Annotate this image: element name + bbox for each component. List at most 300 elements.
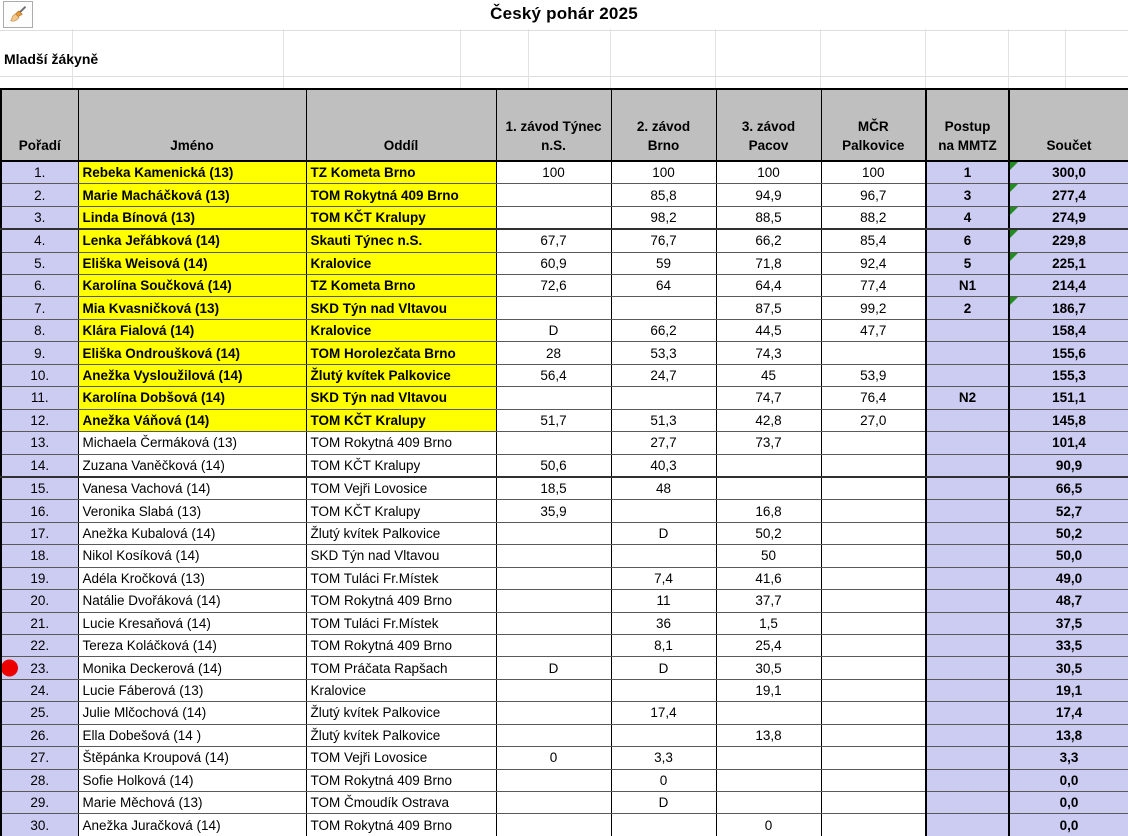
table-row xyxy=(1,500,1128,522)
table-row xyxy=(1,454,1128,477)
cell-name[interactable]: Eliška Weisová (14) xyxy=(78,252,306,274)
cell-postup[interactable]: N2 xyxy=(926,387,1009,409)
cell-postup[interactable] xyxy=(926,679,1009,701)
cell-total[interactable]: 37,5 xyxy=(1009,612,1128,634)
cell-race3[interactable] xyxy=(716,792,821,814)
cell-race3[interactable]: 50 xyxy=(716,545,821,567)
cell-postup[interactable]: 2 xyxy=(926,297,1009,319)
red-dot-icon xyxy=(1,660,18,677)
cell-mcr[interactable]: 92,4 xyxy=(821,252,926,274)
cell-mcr[interactable] xyxy=(821,590,926,612)
cell-club[interactable]: TOM KČT Kralupy xyxy=(306,500,496,522)
cell-name[interactable]: Karolína Dobšová (14) xyxy=(78,387,306,409)
cell-race3[interactable] xyxy=(716,769,821,791)
cell-race3[interactable]: 37,7 xyxy=(716,590,821,612)
cell-total[interactable]: 158,4 xyxy=(1009,319,1128,341)
cell-race3[interactable]: 66,2 xyxy=(716,229,821,252)
cell-race1[interactable]: 60,9 xyxy=(496,252,611,274)
cell-postup[interactable] xyxy=(926,567,1009,589)
cell-race2[interactable]: 0 xyxy=(611,769,716,791)
cell-rank[interactable]: 27. xyxy=(1,747,78,769)
cell-club[interactable]: Žlutý kvítek Palkovice xyxy=(306,522,496,544)
cell-mcr[interactable] xyxy=(821,724,926,746)
cell-rank[interactable]: 9. xyxy=(1,342,78,364)
cell-race2[interactable]: D xyxy=(611,657,716,679)
cell-mcr[interactable] xyxy=(821,454,926,477)
cell-race2[interactable]: 7,4 xyxy=(611,567,716,589)
cell-rank[interactable]: 21. xyxy=(1,612,78,634)
cell-club[interactable]: TZ Kometa Brno xyxy=(306,161,496,184)
cell-race3[interactable]: 41,6 xyxy=(716,567,821,589)
cell-race3[interactable] xyxy=(716,747,821,769)
cell-race2[interactable]: D xyxy=(611,792,716,814)
cell-race1[interactable] xyxy=(496,634,611,656)
cell-total[interactable]: 49,0 xyxy=(1009,567,1128,589)
column-header-oddil[interactable]: Oddíl xyxy=(306,89,496,161)
cell-name[interactable]: Anežka Vysloužilová (14) xyxy=(78,364,306,386)
cell-rank[interactable]: 24. xyxy=(1,679,78,701)
cell-race3[interactable]: 16,8 xyxy=(716,500,821,522)
cell-name[interactable]: Anežka Juračková (14) xyxy=(78,814,306,836)
cell-race1[interactable] xyxy=(496,297,611,319)
cell-race3[interactable] xyxy=(716,702,821,724)
cell-race2[interactable]: 40,3 xyxy=(611,454,716,477)
cell-rank[interactable]: 16. xyxy=(1,500,78,522)
cell-rank[interactable]: 1. xyxy=(1,161,78,184)
cell-club[interactable]: TOM KČT Kralupy xyxy=(306,206,496,229)
cell-mcr[interactable] xyxy=(821,567,926,589)
cell-mcr[interactable] xyxy=(821,500,926,522)
cell-total[interactable]: 101,4 xyxy=(1009,432,1128,454)
cell-total[interactable]: 151,1 xyxy=(1009,387,1128,409)
cell-mcr[interactable]: 27,0 xyxy=(821,409,926,431)
cell-race1[interactable]: 72,6 xyxy=(496,275,611,297)
cell-name[interactable]: Anežka Kubalová (14) xyxy=(78,522,306,544)
cell-race1[interactable] xyxy=(496,206,611,229)
cell-race3[interactable]: 88,5 xyxy=(716,206,821,229)
table-row xyxy=(1,342,1128,364)
cell-club[interactable]: Žlutý kvítek Palkovice xyxy=(306,364,496,386)
cell-postup[interactable] xyxy=(926,409,1009,431)
column-header-soucet[interactable]: Součet xyxy=(1009,89,1128,161)
cell-race1[interactable] xyxy=(496,702,611,724)
cell-race3[interactable]: 87,5 xyxy=(716,297,821,319)
cell-rank[interactable]: 26. xyxy=(1,724,78,746)
cell-postup[interactable] xyxy=(926,702,1009,724)
sheet-top-area xyxy=(0,0,1128,88)
cell-race2[interactable]: 98,2 xyxy=(611,206,716,229)
cell-postup[interactable]: N1 xyxy=(926,275,1009,297)
column-header-zavod2[interactable]: 2. závod Brno xyxy=(611,89,716,161)
cell-race1[interactable]: D xyxy=(496,657,611,679)
cell-club[interactable]: TOM Tuláci Fr.Místek xyxy=(306,612,496,634)
column-header-zavod1[interactable]: 1. závod Týnec n.S. xyxy=(496,89,611,161)
cell-race3[interactable]: 71,8 xyxy=(716,252,821,274)
cell-race2[interactable] xyxy=(611,724,716,746)
cell-postup[interactable]: 6 xyxy=(926,229,1009,252)
cell-name[interactable]: Julie Mlčochová (14) xyxy=(78,702,306,724)
cell-name[interactable]: Marie Macháčková (13) xyxy=(78,184,306,206)
cell-race3[interactable]: 50,2 xyxy=(716,522,821,544)
cell-postup[interactable] xyxy=(926,792,1009,814)
cell-mcr[interactable] xyxy=(821,522,926,544)
cell-race3[interactable]: 73,7 xyxy=(716,432,821,454)
cell-name[interactable]: Lucie Kresaňová (14) xyxy=(78,612,306,634)
cell-total[interactable]: 145,8 xyxy=(1009,409,1128,431)
cell-postup[interactable] xyxy=(926,590,1009,612)
cell-total[interactable]: 274,9 xyxy=(1009,206,1128,229)
cell-race2[interactable]: 27,7 xyxy=(611,432,716,454)
cell-rank[interactable]: 17. xyxy=(1,522,78,544)
cell-postup[interactable] xyxy=(926,634,1009,656)
cell-club[interactable]: TOM Rokytná 409 Brno xyxy=(306,432,496,454)
cell-race2[interactable]: 76,7 xyxy=(611,229,716,252)
cell-race1[interactable] xyxy=(496,814,611,836)
cell-race2[interactable]: 85,8 xyxy=(611,184,716,206)
cell-postup[interactable] xyxy=(926,657,1009,679)
cell-race1[interactable] xyxy=(496,567,611,589)
cell-postup[interactable] xyxy=(926,612,1009,634)
cell-postup[interactable]: 4 xyxy=(926,206,1009,229)
cell-race1[interactable] xyxy=(496,590,611,612)
cell-name[interactable]: Eliška Ondroušková (14) xyxy=(78,342,306,364)
cell-mcr[interactable] xyxy=(821,702,926,724)
cell-name[interactable]: Lenka Jeřábková (14) xyxy=(78,229,306,252)
cell-race1[interactable]: 35,9 xyxy=(496,500,611,522)
cell-race2[interactable]: 100 xyxy=(611,161,716,184)
cell-rank[interactable]: 7. xyxy=(1,297,78,319)
cell-race3[interactable]: 1,5 xyxy=(716,612,821,634)
cell-total[interactable]: 229,8 xyxy=(1009,229,1128,252)
cell-race1[interactable]: 100 xyxy=(496,161,611,184)
cell-race3[interactable]: 42,8 xyxy=(716,409,821,431)
cell-race2[interactable]: 59 xyxy=(611,252,716,274)
cell-name[interactable]: Ella Dobešová (14 ) xyxy=(78,724,306,746)
cell-race2[interactable]: 17,4 xyxy=(611,702,716,724)
cell-name[interactable]: Sofie Holková (14) xyxy=(78,769,306,791)
cell-race2[interactable]: 48 xyxy=(611,477,716,500)
cell-total[interactable]: 66,5 xyxy=(1009,477,1128,500)
cell-race3[interactable]: 13,8 xyxy=(716,724,821,746)
cell-rank[interactable]: 6. xyxy=(1,275,78,297)
cell-name[interactable]: Natálie Dvořáková (14) xyxy=(78,590,306,612)
cell-club[interactable]: TOM Vejři Lovosice xyxy=(306,477,496,500)
cell-rank[interactable]: 2. xyxy=(1,184,78,206)
cell-postup[interactable]: 5 xyxy=(926,252,1009,274)
cell-club[interactable]: Žlutý kvítek Palkovice xyxy=(306,702,496,724)
cell-mcr[interactable]: 88,2 xyxy=(821,206,926,229)
cell-total[interactable]: 0,0 xyxy=(1009,792,1128,814)
cell-club[interactable]: TOM Rokytná 409 Brno xyxy=(306,590,496,612)
cell-total[interactable]: 50,0 xyxy=(1009,545,1128,567)
cell-race3[interactable] xyxy=(716,454,821,477)
cell-club[interactable]: Žlutý kvítek Palkovice xyxy=(306,724,496,746)
column-header-mcr[interactable]: MČR Palkovice xyxy=(821,89,926,161)
cell-race3[interactable]: 44,5 xyxy=(716,319,821,341)
cell-name[interactable]: Lucie Fáberová (13) xyxy=(78,679,306,701)
cell-total[interactable]: 50,2 xyxy=(1009,522,1128,544)
cell-race1[interactable] xyxy=(496,769,611,791)
cell-race2[interactable]: 36 xyxy=(611,612,716,634)
column-header-postup[interactable]: Postup na MMTZ xyxy=(926,89,1009,161)
cell-race1[interactable] xyxy=(496,792,611,814)
cell-postup[interactable] xyxy=(926,545,1009,567)
cell-race1[interactable]: 18,5 xyxy=(496,477,611,500)
cell-postup[interactable] xyxy=(926,364,1009,386)
cell-club[interactable]: Skauti Týnec n.S. xyxy=(306,229,496,252)
cell-race1[interactable] xyxy=(496,184,611,206)
cell-name[interactable]: Adéla Kročková (13) xyxy=(78,567,306,589)
cell-name[interactable]: Klára Fialová (14) xyxy=(78,319,306,341)
cell-race1[interactable] xyxy=(496,612,611,634)
cell-race2[interactable]: 51,3 xyxy=(611,409,716,431)
gridline xyxy=(610,29,611,88)
cell-race2[interactable] xyxy=(611,297,716,319)
cell-race2[interactable] xyxy=(611,387,716,409)
cell-postup[interactable]: 1 xyxy=(926,161,1009,184)
table-row xyxy=(1,252,1128,274)
cell-total[interactable]: 155,6 xyxy=(1009,342,1128,364)
cell-rank[interactable]: 30. xyxy=(1,814,78,836)
cell-race3[interactable]: 94,9 xyxy=(716,184,821,206)
cell-postup[interactable] xyxy=(926,477,1009,500)
cell-name[interactable]: Rebeka Kamenická (13) xyxy=(78,161,306,184)
cell-mcr[interactable] xyxy=(821,814,926,836)
cell-race1[interactable] xyxy=(496,679,611,701)
cell-mcr[interactable] xyxy=(821,679,926,701)
cell-total[interactable]: 13,8 xyxy=(1009,724,1128,746)
cell-rank[interactable]: 20. xyxy=(1,590,78,612)
cell-mcr[interactable] xyxy=(821,612,926,634)
cell-mcr[interactable]: 53,9 xyxy=(821,364,926,386)
table-row xyxy=(1,275,1128,297)
cell-postup[interactable] xyxy=(926,454,1009,477)
cell-race2[interactable]: 3,3 xyxy=(611,747,716,769)
cell-postup[interactable]: 3 xyxy=(926,184,1009,206)
cell-mcr[interactable] xyxy=(821,432,926,454)
cell-total[interactable]: 19,1 xyxy=(1009,679,1128,701)
cell-total[interactable]: 17,4 xyxy=(1009,702,1128,724)
cell-rank[interactable]: 4. xyxy=(1,229,78,252)
error-triangle-icon xyxy=(1010,230,1018,238)
cell-postup[interactable] xyxy=(926,814,1009,836)
cell-race3[interactable]: 74,3 xyxy=(716,342,821,364)
cell-race2[interactable]: 24,7 xyxy=(611,364,716,386)
cell-rank[interactable]: 22. xyxy=(1,634,78,656)
cell-mcr[interactable] xyxy=(821,769,926,791)
cell-name[interactable]: Karolína Součková (14) xyxy=(78,275,306,297)
cell-name[interactable]: Nikol Kosíková (14) xyxy=(78,545,306,567)
cell-club[interactable]: TOM Práčata Rapšach xyxy=(306,657,496,679)
cell-race3[interactable]: 45 xyxy=(716,364,821,386)
cell-rank[interactable]: 8. xyxy=(1,319,78,341)
table-row xyxy=(1,522,1128,544)
cell-race1[interactable]: 50,6 xyxy=(496,454,611,477)
cell-rank[interactable]: 18. xyxy=(1,545,78,567)
cell-race1[interactable]: D xyxy=(496,319,611,341)
cell-race2[interactable] xyxy=(611,545,716,567)
cell-postup[interactable] xyxy=(926,747,1009,769)
cell-club[interactable]: Kralovice xyxy=(306,679,496,701)
cell-rank[interactable]: 12. xyxy=(1,409,78,431)
cell-club[interactable]: TZ Kometa Brno xyxy=(306,275,496,297)
cell-total[interactable]: 33,5 xyxy=(1009,634,1128,656)
cell-mcr[interactable]: 47,7 xyxy=(821,319,926,341)
cell-race2[interactable] xyxy=(611,500,716,522)
table-row xyxy=(1,657,1128,679)
cell-race2[interactable] xyxy=(611,814,716,836)
cell-race1[interactable]: 67,7 xyxy=(496,229,611,252)
cell-postup[interactable] xyxy=(926,724,1009,746)
cell-mcr[interactable] xyxy=(821,477,926,500)
cell-club[interactable]: TOM Rokytná 409 Brno xyxy=(306,769,496,791)
cell-club[interactable]: TOM Horolezčata Brno xyxy=(306,342,496,364)
cell-mcr[interactable]: 76,4 xyxy=(821,387,926,409)
cell-name[interactable]: Linda Bínová (13) xyxy=(78,206,306,229)
cell-club[interactable]: TOM KČT Kralupy xyxy=(306,409,496,431)
cell-rank[interactable]: 14. xyxy=(1,454,78,477)
cell-rank[interactable]: 23. xyxy=(1,657,78,679)
cell-mcr[interactable]: 100 xyxy=(821,161,926,184)
cell-rank[interactable]: 28. xyxy=(1,769,78,791)
cell-postup[interactable] xyxy=(926,342,1009,364)
cell-race2[interactable]: 53,3 xyxy=(611,342,716,364)
table-row xyxy=(1,161,1128,184)
cell-rank[interactable]: 15. xyxy=(1,477,78,500)
cell-name[interactable]: Michaela Čermáková (13) xyxy=(78,432,306,454)
cell-race2[interactable] xyxy=(611,679,716,701)
cell-rank[interactable]: 3. xyxy=(1,206,78,229)
cell-race1[interactable]: 28 xyxy=(496,342,611,364)
cell-total[interactable]: 30,5 xyxy=(1009,657,1128,679)
cell-name[interactable]: Veronika Slabá (13) xyxy=(78,500,306,522)
cell-name[interactable]: Štěpánka Kroupová (14) xyxy=(78,747,306,769)
cell-rank[interactable]: 11. xyxy=(1,387,78,409)
cell-total[interactable]: 52,7 xyxy=(1009,500,1128,522)
cell-club[interactable]: SKD Týn nad Vltavou xyxy=(306,297,496,319)
cell-mcr[interactable]: 77,4 xyxy=(821,275,926,297)
gridline xyxy=(460,29,461,88)
cell-total[interactable]: 277,4 xyxy=(1009,184,1128,206)
cell-total[interactable]: 0,0 xyxy=(1009,769,1128,791)
cell-mcr[interactable] xyxy=(821,747,926,769)
cell-mcr[interactable] xyxy=(821,792,926,814)
table-row xyxy=(1,229,1128,252)
cell-mcr[interactable]: 99,2 xyxy=(821,297,926,319)
table-row xyxy=(1,612,1128,634)
cell-race3[interactable]: 0 xyxy=(716,814,821,836)
cell-club[interactable]: TOM Rokytná 409 Brno xyxy=(306,634,496,656)
cell-club[interactable]: Kralovice xyxy=(306,252,496,274)
cell-race3[interactable]: 64,4 xyxy=(716,275,821,297)
cell-race1[interactable] xyxy=(496,724,611,746)
cell-name[interactable]: Zuzana Vaněčková (14) xyxy=(78,454,306,477)
cell-race3[interactable]: 19,1 xyxy=(716,679,821,701)
cell-rank[interactable]: 10. xyxy=(1,364,78,386)
cell-race3[interactable]: 25,4 xyxy=(716,634,821,656)
column-header-poradi[interactable]: Pořadí xyxy=(1,89,78,161)
cell-rank[interactable]: 25. xyxy=(1,702,78,724)
cell-club[interactable]: TOM Vejři Lovosice xyxy=(306,747,496,769)
cell-club[interactable]: TOM Čmoudík Ostrava xyxy=(306,792,496,814)
cell-race1[interactable]: 56,4 xyxy=(496,364,611,386)
cell-club[interactable]: TOM Tuláci Fr.Místek xyxy=(306,567,496,589)
cell-mcr[interactable]: 96,7 xyxy=(821,184,926,206)
cell-club[interactable]: SKD Týn nad Vltavou xyxy=(306,545,496,567)
cell-name[interactable]: Anežka Váňová (14) xyxy=(78,409,306,431)
cell-mcr[interactable] xyxy=(821,634,926,656)
cell-postup[interactable] xyxy=(926,319,1009,341)
cell-rank[interactable]: 19. xyxy=(1,567,78,589)
cell-race2[interactable]: 66,2 xyxy=(611,319,716,341)
cell-club[interactable]: Kralovice xyxy=(306,319,496,341)
cell-postup[interactable] xyxy=(926,432,1009,454)
cell-total[interactable]: 48,7 xyxy=(1009,590,1128,612)
cell-race2[interactable]: D xyxy=(611,522,716,544)
cell-club[interactable]: TOM Rokytná 409 Brno xyxy=(306,814,496,836)
cell-postup[interactable] xyxy=(926,522,1009,544)
cell-race1[interactable] xyxy=(496,387,611,409)
column-header-zavod3[interactable]: 3. závod Pacov xyxy=(716,89,821,161)
cell-race2[interactable]: 11 xyxy=(611,590,716,612)
cell-race3[interactable]: 74,7 xyxy=(716,387,821,409)
cell-total[interactable]: 0,0 xyxy=(1009,814,1128,836)
cell-race3[interactable]: 30,5 xyxy=(716,657,821,679)
cell-race1[interactable]: 51,7 xyxy=(496,409,611,431)
cell-postup[interactable] xyxy=(926,769,1009,791)
cell-race1[interactable] xyxy=(496,522,611,544)
error-triangle-icon xyxy=(1010,184,1018,192)
cell-total[interactable]: 186,7 xyxy=(1009,297,1128,319)
cell-name[interactable]: Marie Měchová (13) xyxy=(78,792,306,814)
cell-total[interactable]: 3,3 xyxy=(1009,747,1128,769)
cell-club[interactable]: TOM KČT Kralupy xyxy=(306,454,496,477)
cell-total[interactable]: 300,0 xyxy=(1009,161,1128,184)
cell-mcr[interactable]: 85,4 xyxy=(821,229,926,252)
cell-postup[interactable] xyxy=(926,500,1009,522)
cell-name[interactable]: Tereza Koláčková (14) xyxy=(78,634,306,656)
cell-race2[interactable]: 64 xyxy=(611,275,716,297)
cell-total[interactable]: 225,1 xyxy=(1009,252,1128,274)
cell-total[interactable]: 214,4 xyxy=(1009,275,1128,297)
cell-name[interactable]: Monika Deckerová (14) xyxy=(78,657,306,679)
cell-rank[interactable]: 29. xyxy=(1,792,78,814)
cell-mcr[interactable] xyxy=(821,342,926,364)
cell-race1[interactable] xyxy=(496,432,611,454)
gridline xyxy=(715,29,716,88)
table-row xyxy=(1,432,1128,454)
cell-club[interactable]: SKD Týn nad Vltavou xyxy=(306,387,496,409)
cell-mcr[interactable] xyxy=(821,657,926,679)
cell-race1[interactable]: 0 xyxy=(496,747,611,769)
cell-club[interactable]: TOM Rokytná 409 Brno xyxy=(306,184,496,206)
cell-rank[interactable]: 13. xyxy=(1,432,78,454)
cell-race3[interactable] xyxy=(716,477,821,500)
cell-name[interactable]: Vanesa Vachová (14) xyxy=(78,477,306,500)
column-header-jmeno[interactable]: Jméno xyxy=(78,89,306,161)
table-row xyxy=(1,769,1128,791)
cell-race1[interactable] xyxy=(496,545,611,567)
cell-race2[interactable]: 8,1 xyxy=(611,634,716,656)
cell-rank[interactable]: 5. xyxy=(1,252,78,274)
gridline xyxy=(820,29,821,88)
cell-total[interactable]: 155,3 xyxy=(1009,364,1128,386)
cell-total[interactable]: 90,9 xyxy=(1009,454,1128,477)
gridline xyxy=(0,30,1128,31)
cell-race3[interactable]: 100 xyxy=(716,161,821,184)
cell-name[interactable]: Mia Kvasničková (13) xyxy=(78,297,306,319)
cell-mcr[interactable] xyxy=(821,545,926,567)
